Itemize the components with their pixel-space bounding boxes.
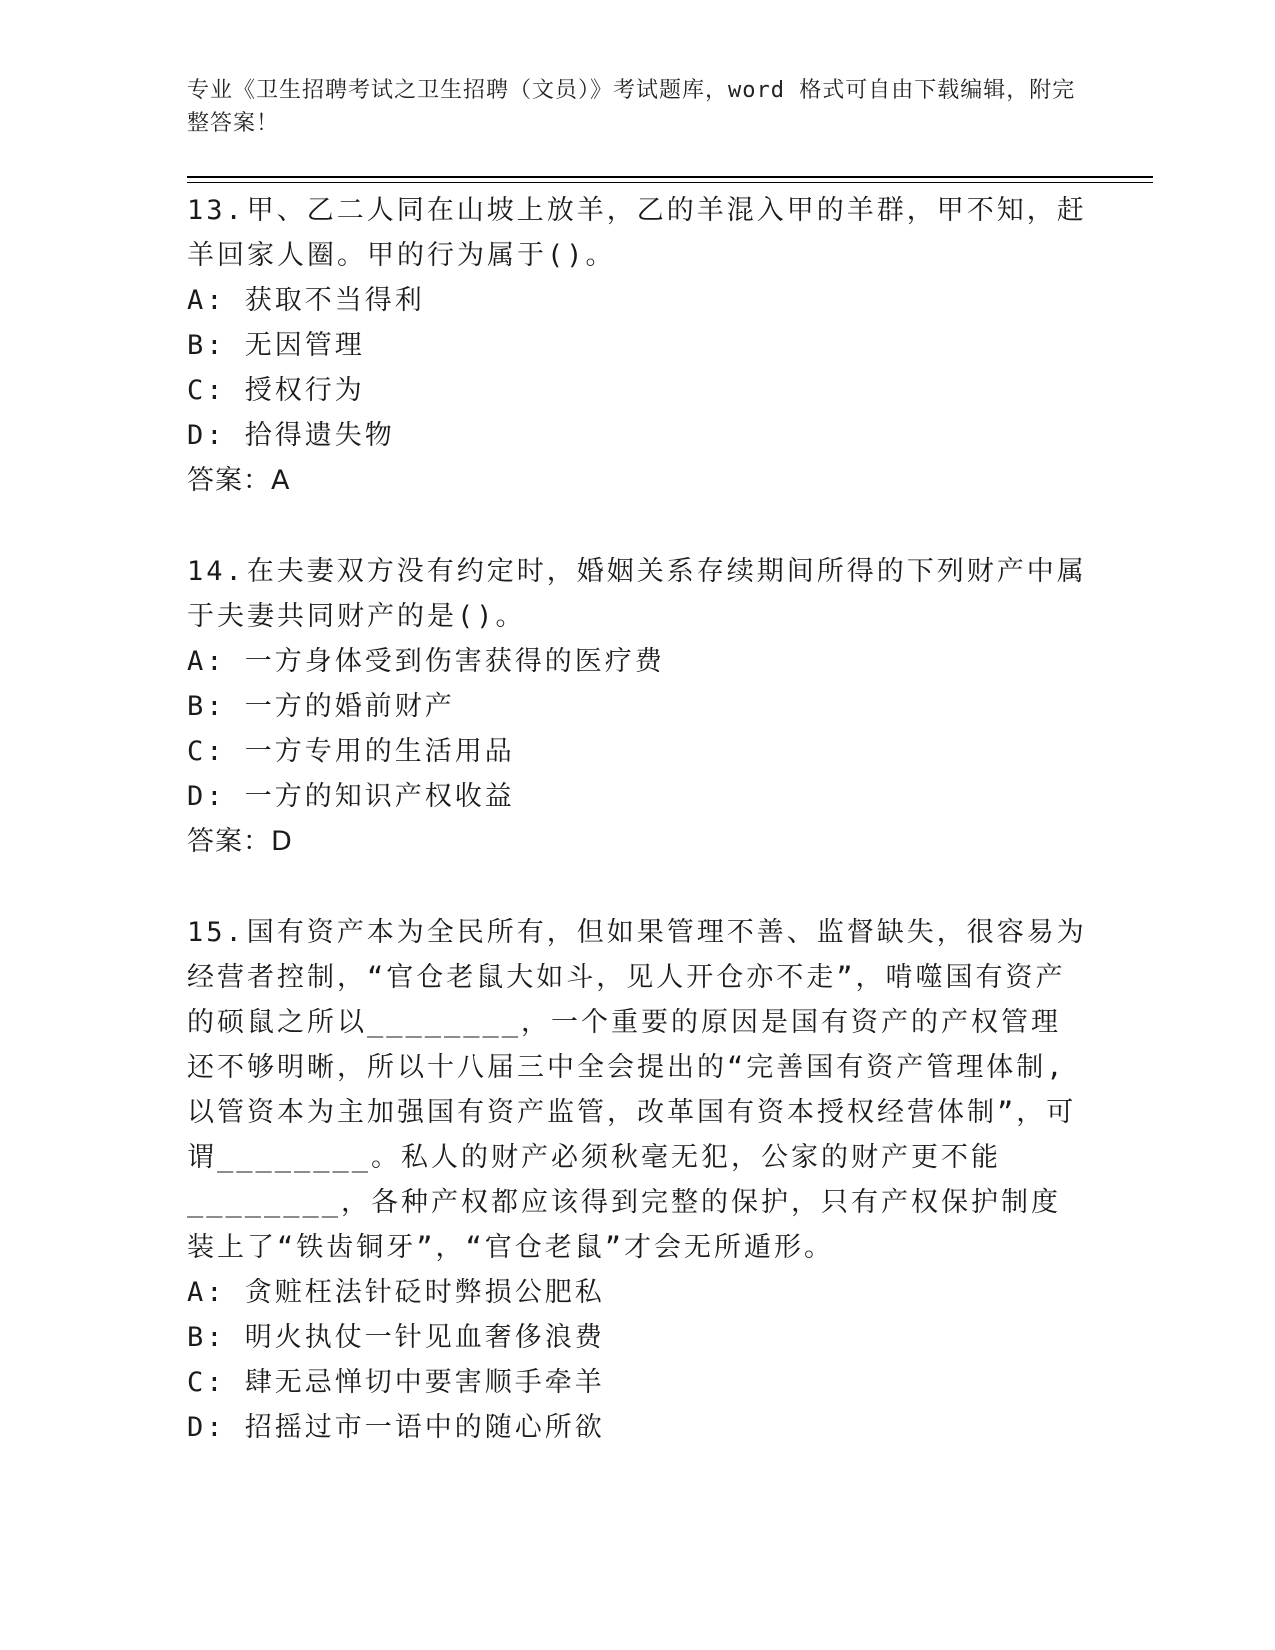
question-text: 国有资产本为全民所有，但如果管理不善、监督缺失，很容易为经营者控制，“官仓老鼠大如斗，见人开仓亦不走”，啃噬国有资产的硕鼠之所以________，一个重要的原因是国有资产的产权管理还不够明晰，所以十八届三中全会提出的“完善国有资产管理体制,以管资本为主加强国有资产监管，改革国有资本授权经营体制”，可谓________。私人的财产必须秋毫无犯，公家的财产更不能________，各种产权都应该得到完整的保护，只有产权保护制度装上了“铁齿铜牙”，“官仓老鼠”才会无所遁形。: [187, 917, 1087, 1263]
document-header: 专业《卫生招聘考试之卫生招聘（文员）》考试题库，word 格式可自由下载编辑，附完整答案！: [187, 78, 1076, 136]
question-text: 甲、乙二人同在山坡上放羊，乙的羊混入甲的羊群，甲不知，赶羊回家人圈。甲的行为属于()。: [187, 195, 1087, 271]
question-15: [187, 910, 1087, 1450]
question-13: [187, 188, 1087, 503]
question-text: 在夫妻双方没有约定时，婚姻关系存续期间所得的下列财产中属于夫妻共同财产的是()。: [187, 556, 1087, 632]
option-c: C: 授权行为: [187, 375, 365, 406]
option-c: C: 肆无忌惮切中要害顺手牵羊: [187, 1367, 605, 1398]
option-a: A: 一方身体受到伤害获得的医疗费: [187, 646, 665, 677]
question-stem: [187, 549, 1087, 639]
answer: 答案：A: [187, 465, 291, 496]
option-d: D: 招摇过市一语中的随心所欲: [187, 1412, 605, 1443]
question-number: 13.: [187, 195, 245, 226]
header-divider-thick: [187, 176, 1153, 178]
question-stem: [187, 188, 1087, 278]
question-number: 15.: [187, 917, 245, 948]
option-b: B: 明火执仗一针见血奢侈浪费: [187, 1322, 605, 1353]
question-number: 14.: [187, 556, 245, 587]
option-b: B: 一方的婚前财产: [187, 691, 455, 722]
option-d: D: 一方的知识产权收益: [187, 781, 515, 812]
answer: 答案：D: [187, 826, 293, 857]
question-14: [187, 549, 1087, 864]
question-stem: [187, 910, 1087, 1270]
option-a: A: 获取不当得利: [187, 285, 425, 316]
header-divider-thin: [187, 182, 1153, 183]
option-a: A: 贪赃枉法针砭时弊损公肥私: [187, 1277, 605, 1308]
option-b: B: 无因管理: [187, 330, 365, 361]
option-c: C: 一方专用的生活用品: [187, 736, 515, 767]
question-list: [187, 188, 1087, 1496]
option-d: D: 拾得遗失物: [187, 420, 395, 451]
